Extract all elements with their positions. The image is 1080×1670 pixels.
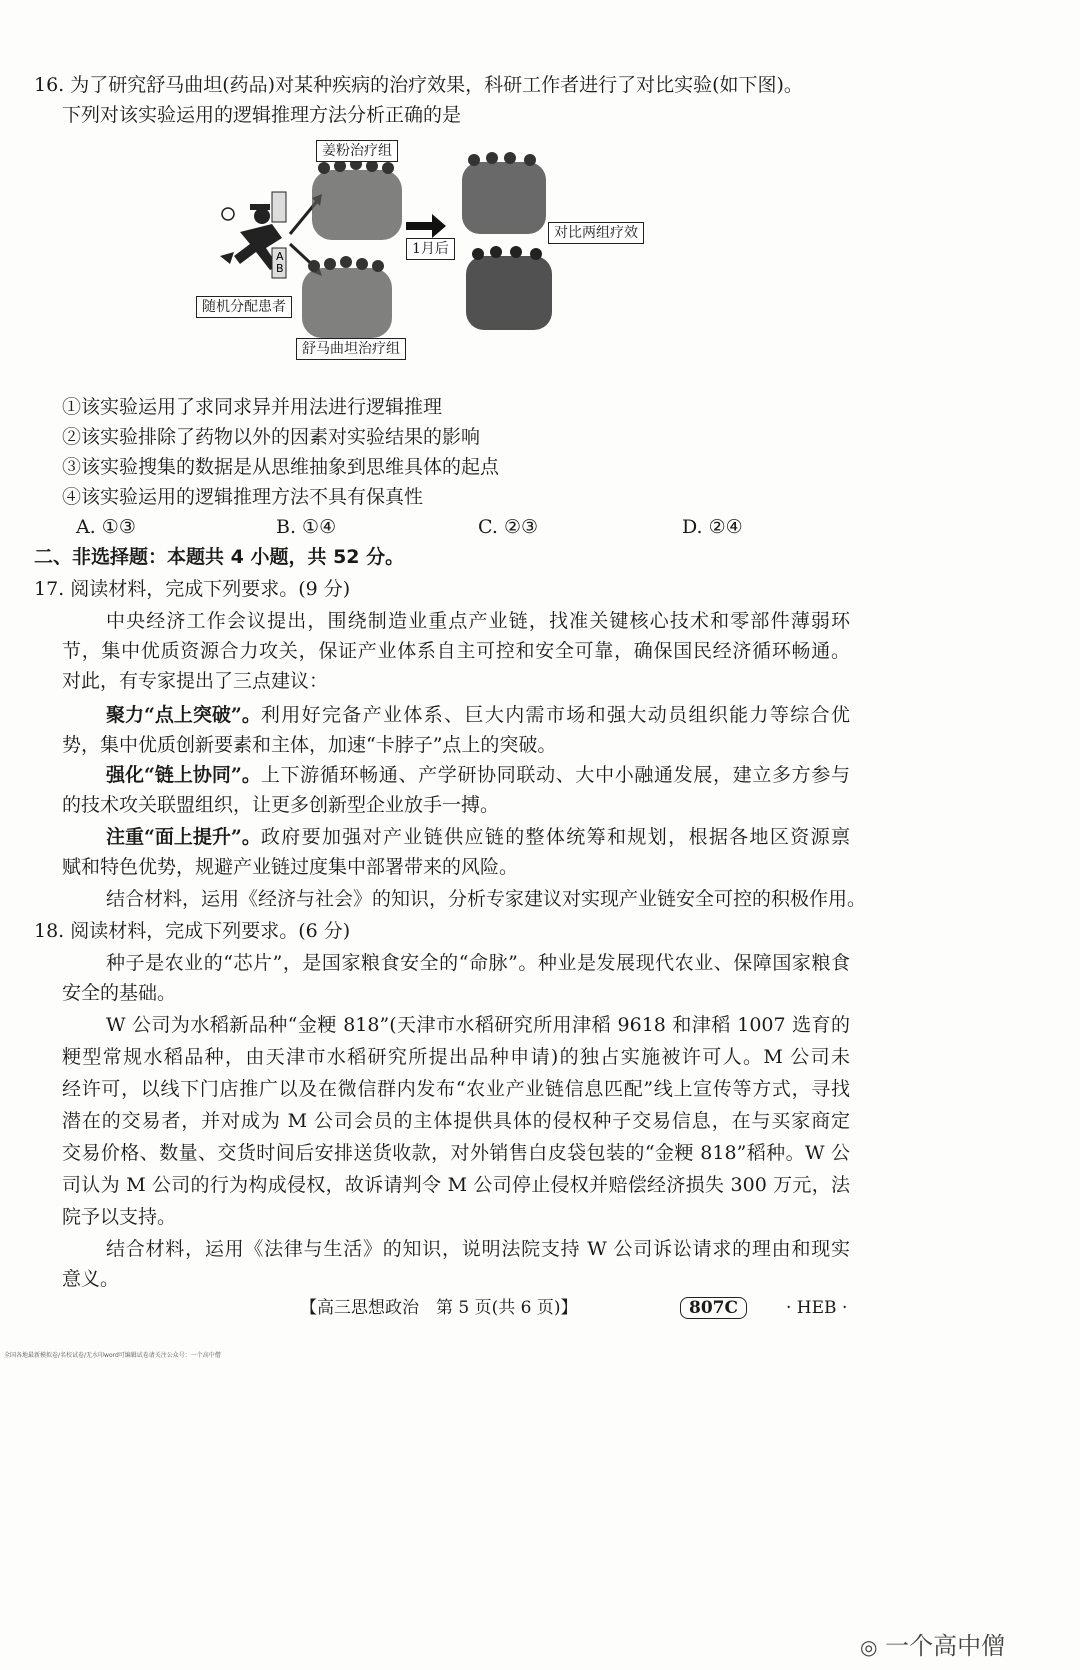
bottle-a-label: A (276, 250, 284, 263)
label-one-month: 1月后 (406, 238, 455, 260)
experiment-figure (200, 140, 700, 380)
q18-line8: 司认为 M 公司的行为构成侵权，故诉请判令 M 公司停止侵权并赔偿经济损失 300 万元，法 (62, 1174, 850, 1196)
q17-para1-line1: 中央经济工作会议提出，围绕制造业重点产业链，找准关键核心技术和零部件薄弱环 (106, 610, 850, 632)
label-drug-group: 舒马曲坦治疗组 (296, 338, 406, 360)
q17-point2-line1 (106, 760, 850, 790)
q18-line3: W 公司为水稻新品种“金粳 818”(天津市水稻研究所用津稻 9618 和津稻 1007 选育的 (106, 1014, 850, 1036)
q18-head: 18. 阅读材料，完成下列要求。(6 分) (34, 920, 351, 942)
q17-head: 17. 阅读材料，完成下列要求。(9 分) (34, 578, 351, 600)
q18-line7: 交易价格、数量、交货时间后安排送货收款，对外销售白皮袋包装的“金粳 818”稻种。W 公 (62, 1142, 850, 1164)
section-heading: 二、非选择题：本题共 4 小题，共 52 分。 (34, 546, 405, 568)
q17-para1-line2: 节，集中优质资源合力攻关，保证产业体系自主可控和安全可靠，确保国民经济循环畅通。 (62, 640, 850, 662)
result-crowd-top (462, 152, 546, 234)
q18-line5: 经许可，以线下门店推广以及在微信群内发布“农业产业链信息匹配”线上宣传等方式，寻找 (62, 1078, 850, 1100)
q16-statement-2: ②该实验排除了药物以外的因素对实验结果的影响 (62, 426, 481, 448)
result-crowd-bottom (466, 246, 552, 330)
q16-stem-line1: 16. 为了研究舒马曲坦(药品)对某种疾病的治疗效果，科研工作者进行了对比实验(如下图)。 (34, 74, 803, 96)
wechat-icon: ◎ (860, 1635, 878, 1659)
label-placebo-group: 姜粉治疗组 (316, 140, 398, 162)
time-arrow-icon (406, 214, 446, 238)
label-random-assign: 随机分配患者 (196, 296, 292, 318)
q16-option-a: A. ①③ (76, 516, 136, 538)
q17-task: 结合材料，运用《经济与社会》的知识，分析专家建议对实现产业链安全可控的积极作用。 (106, 888, 867, 910)
footer-page-info: 【高三思想政治 第 5 页(共 6 页)】 (300, 1298, 578, 1318)
label-compare: 对比两组疗效 (548, 222, 644, 244)
q18-task-line1: 结合材料，运用《法律与生活》的知识，说明法院支持 W 公司诉讼请求的理由和现实 (106, 1238, 850, 1260)
q16-stem-line2: 下列对该实验运用的逻辑推理方法分析正确的是 (62, 104, 462, 126)
wechat-watermark (860, 1626, 1005, 1661)
q16-option-c: C. ②③ (478, 516, 539, 538)
q16-statement-1: ①该实验运用了求同求异并用法进行逻辑推理 (62, 396, 443, 418)
q18-line2: 安全的基础。 (62, 982, 177, 1004)
watermark-text: 一个高中僧 (885, 1632, 1006, 1660)
placebo-group-crowd (312, 158, 402, 240)
q17-point2-title: 强化“链上协同”。 (106, 764, 261, 786)
q18-line1: 种子是农业的“芯片”，是国家粮食安全的“命脉”。种业是发展现代农业、保障国家粮食 (106, 952, 850, 974)
footer-region-tag: · HEB · (786, 1298, 848, 1318)
q16-statement-4: ④该实验运用的逻辑推理方法不具有保真性 (62, 486, 424, 508)
q17-point3-line1 (106, 822, 850, 852)
q18-line4: 粳型常规水稻品种，由天津市水稻研究所提出品种申请)的独占实施被许可人。M 公司未 (62, 1046, 850, 1068)
drug-group-crowd (302, 256, 392, 338)
footer-tiny-note: 全国各地最新模拟卷/名校试卷/无水印word可编辑试卷请关注公众号：一个高中僧 (4, 1352, 221, 1359)
q17-point1-text: 利用好完备产业体系、巨大内需市场和强大动员组织能力等综合优 (260, 704, 850, 726)
q17-point3-text: 政府要加强对产业链供应链的整体统筹和规划，根据各地区资源禀 (260, 826, 850, 848)
q17-para1-line3: 对此，有专家提出了三点建议： (62, 670, 329, 692)
footer-paper-code: 807C (680, 1297, 747, 1319)
experiment-illustration (200, 140, 700, 380)
q16-option-b: B. ①④ (276, 516, 337, 538)
q17-point3-line2: 赋和特色优势，规避产业链过度集中部署带来的风险。 (62, 856, 519, 878)
q17-point1-title: 聚力“点上突破”。 (106, 704, 261, 726)
q16-statement-3: ③该实验搜集的数据是从思维抽象到思维具体的起点 (62, 456, 500, 478)
q17-point2-line2: 的技术攻关联盟组织，让更多创新型企业放手一搏。 (62, 794, 500, 816)
q17-point3-title: 注重“面上提升”。 (106, 826, 261, 848)
q18-line9: 院予以支持。 (62, 1206, 177, 1228)
bottle-b-label: B (276, 262, 284, 275)
q16-option-d: D. ②④ (682, 516, 743, 538)
q17-point2-text: 上下游循环畅通、产学研协同联动、大中小融通发展，建立多方参与 (260, 764, 850, 786)
q18-task-line2: 意义。 (62, 1268, 120, 1290)
q18-line6: 潜在的交易者，并对成为 M 公司会员的主体提供具体的侵权种子交易信息，在与买家商定 (62, 1110, 850, 1132)
q17-point1-line1 (106, 700, 850, 730)
q17-point1-line2: 势，集中优质创新要素和主体，加速“卡脖子”点上的突破。 (62, 734, 557, 756)
